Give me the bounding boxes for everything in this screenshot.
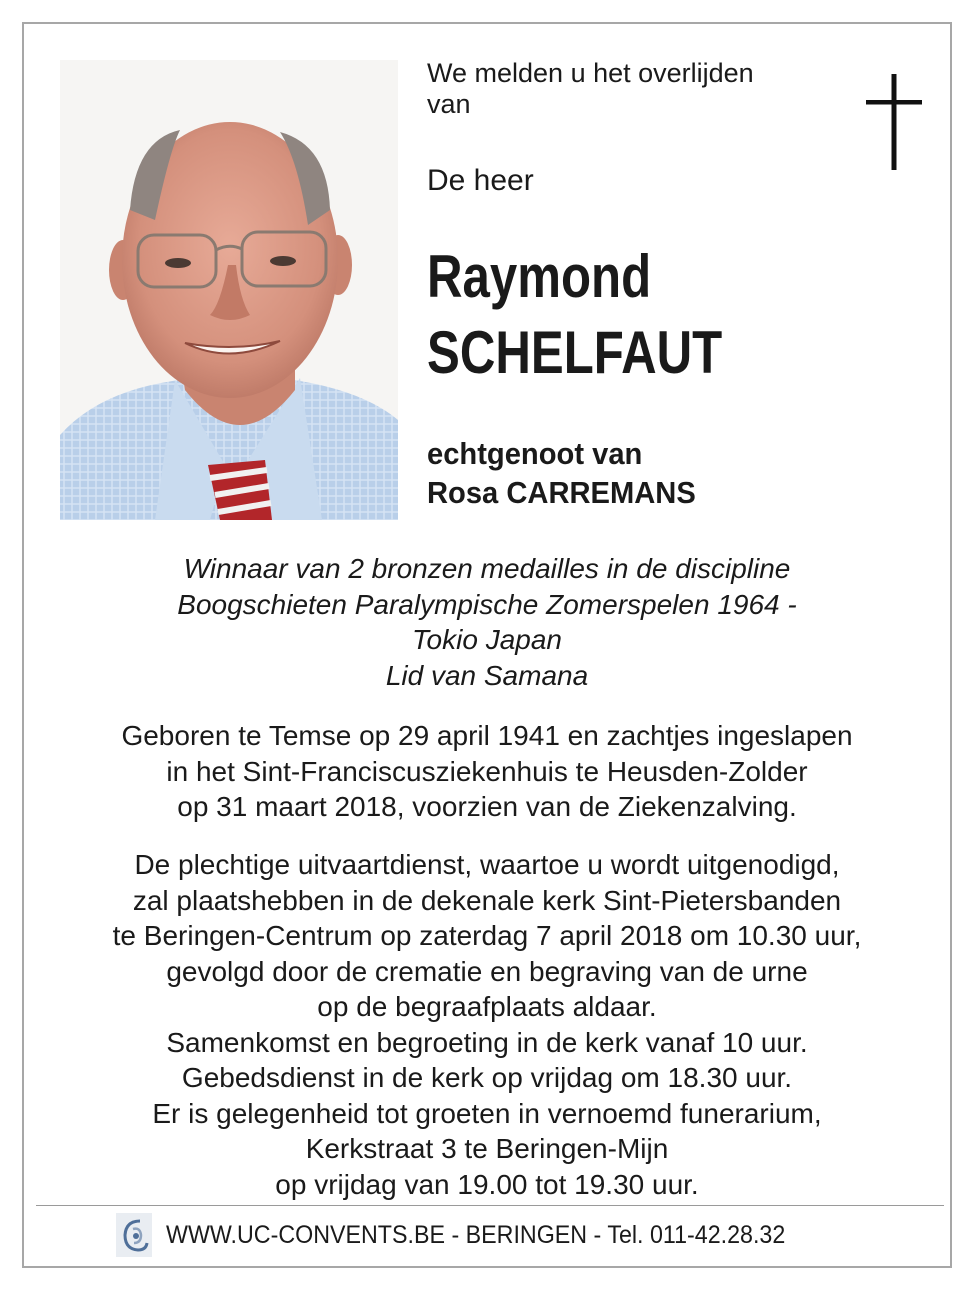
footer (116, 1212, 856, 1258)
birth-death-text (30, 718, 944, 825)
tribute-line: Lid van Samana (385, 659, 589, 691)
ceremony-line: Samenkomst en begroeting in de kerk vanaf 10 uur. (166, 1026, 808, 1058)
portrait-photo (60, 60, 398, 520)
cross-icon (866, 74, 922, 170)
birth-death-line: Geboren te Temse op 29 april 1941 en zachtjes ingeslapen (121, 720, 853, 751)
ceremony-line: op de begraafplaats aldaar. (317, 991, 657, 1022)
ceremony-line: op vrijdag van 19.00 tot 19.30 uur. (275, 1168, 699, 1200)
ceremony-line: De plechtige uitvaartdienst, waartoe u wordt uitgenodigd, (134, 849, 840, 880)
funeral-home-logo-icon (116, 1213, 152, 1257)
spouse-relation: echtgenoot van (427, 436, 643, 471)
ceremony-line: te Beringen-Centrum op zaterdag 7 april 2018 om 10.30 uur, (112, 920, 862, 951)
ceremony-line: gevolgd door de crematie en begraving van de urne (166, 955, 808, 987)
footer-divider (36, 1205, 944, 1206)
last-name: SCHELFAUT (427, 319, 723, 386)
tribute-line: Boogschieten Paralympische Zomerspelen 1964 - (177, 588, 797, 620)
spouse-info (427, 434, 696, 512)
intro-line: van (427, 89, 471, 119)
tribute-line: Tokio Japan (412, 624, 562, 655)
tribute-line: Winnaar van 2 bronzen medailles in de discipline (183, 553, 791, 584)
footer-contact: WWW.UC-CONVENTS.BE - BERINGEN - Tel. 011-42.28.32 (166, 1220, 786, 1249)
ceremony-line: Er is gelegenheid tot groeten in vernoemd funerarium, (152, 1097, 822, 1129)
ceremony-line: zal plaatshebben in de dekenale kerk Sint-Pietersbanden (132, 884, 842, 916)
announcement-intro (427, 58, 847, 120)
spouse-name: Rosa CARREMANS (427, 475, 696, 510)
ceremony-text (30, 847, 944, 1202)
tribute-text (30, 551, 944, 693)
ceremony-line: Kerkstraat 3 te Beringen-Mijn (305, 1133, 669, 1164)
birth-death-line: op 31 maart 2018, voorzien van de Ziekenzalving. (177, 791, 797, 822)
honorific: De heer (427, 164, 534, 197)
ceremony-line: Gebedsdienst in de kerk op vrijdag om 18.30 uur. (181, 1062, 793, 1093)
intro-line: We melden u het overlijden (427, 58, 754, 88)
first-name: Raymond (427, 243, 652, 310)
birth-death-line: in het Sint-Franciscusziekenhuis te Heusden-Zolder (166, 755, 808, 787)
